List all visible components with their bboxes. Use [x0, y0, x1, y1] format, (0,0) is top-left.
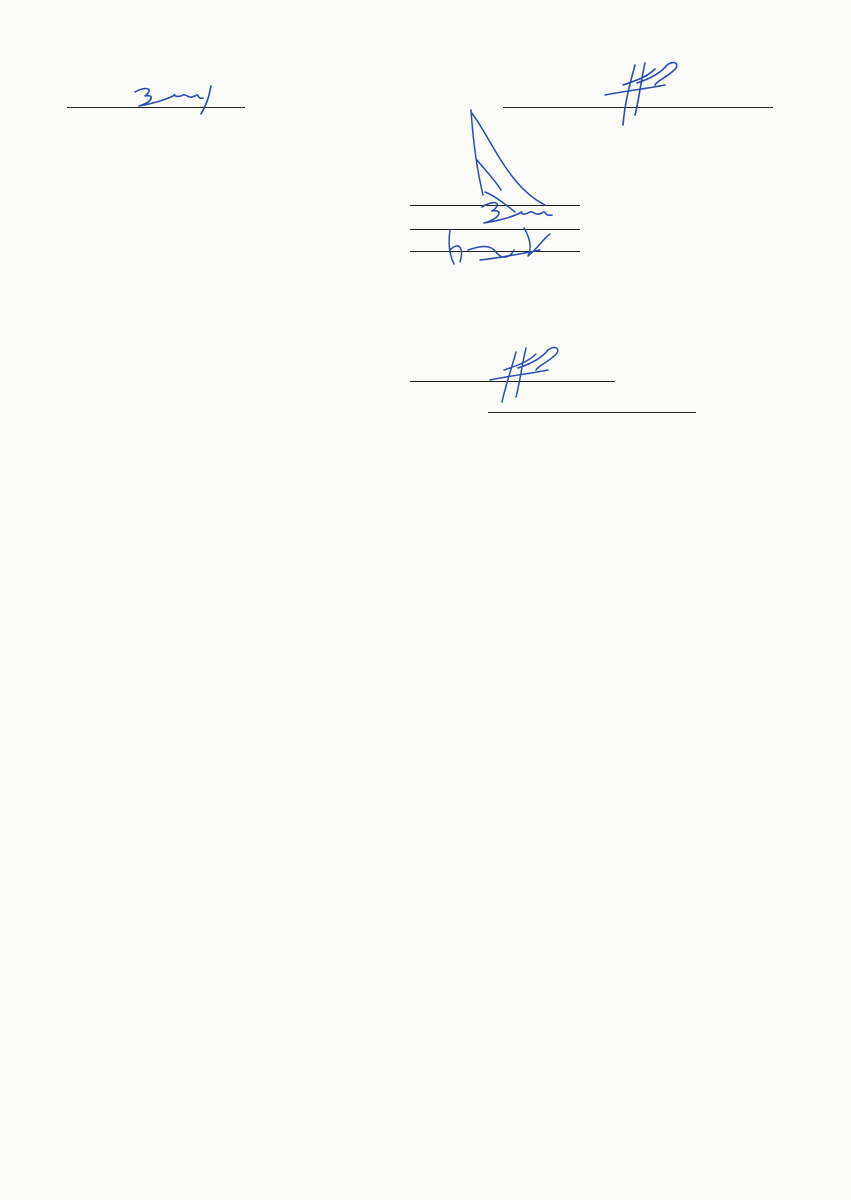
- representative-handwritten-signature: [595, 55, 695, 130]
- inspector-3-handwritten-signature: [440, 220, 570, 270]
- refusal-signature-line: [488, 412, 696, 413]
- acquainted-handwritten-signature: [480, 342, 580, 407]
- inspector-handwritten-signature: [125, 78, 235, 118]
